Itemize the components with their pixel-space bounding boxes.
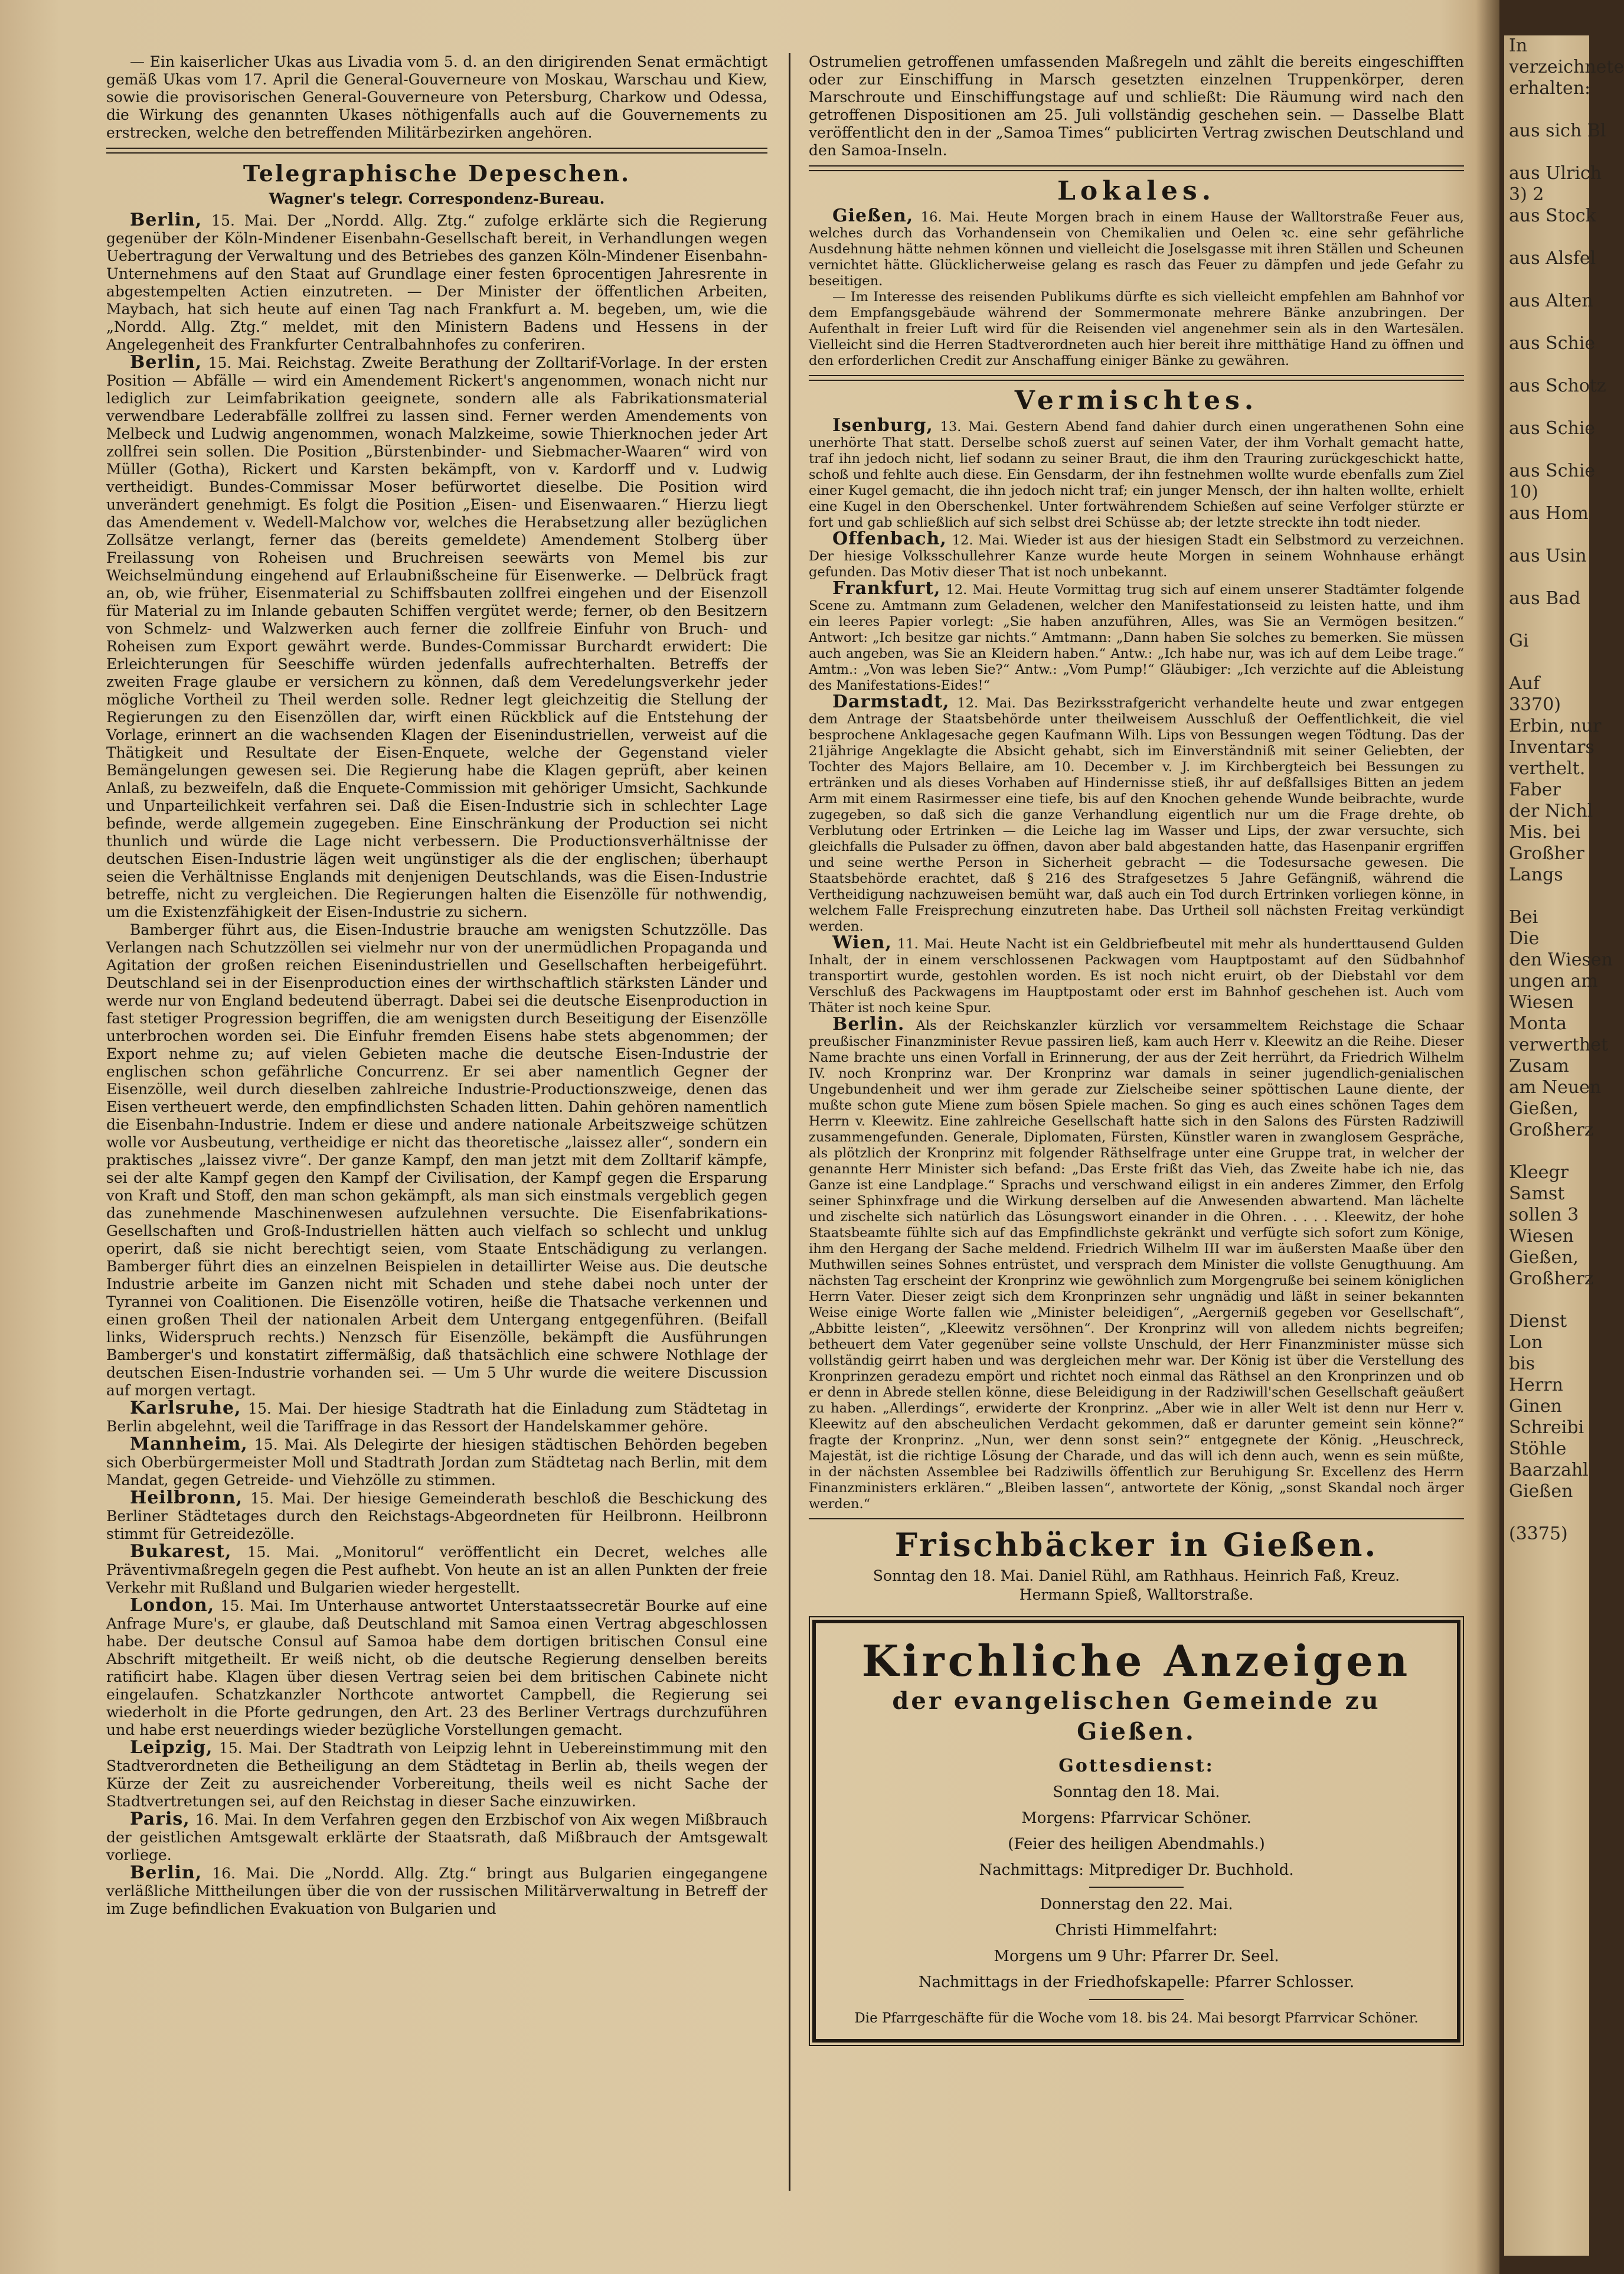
adjacent-page-fragment: Zusam: [1509, 1056, 1569, 1076]
adjacent-page-fragment: Lon: [1509, 1332, 1543, 1353]
adjacent-page-fragment: [1504, 397, 1589, 418]
news-item: [809, 691, 1464, 935]
adjacent-page-fragment: Faber: [1509, 779, 1561, 800]
news-item: [809, 205, 1464, 289]
adjacent-page-fragment: der Nichl: [1509, 801, 1593, 821]
adjacent-page-fragment: [1504, 567, 1589, 588]
section-divider: [809, 1518, 1464, 1519]
adjacent-page-fragment: Auf: [1509, 673, 1540, 694]
adjacent-page-fragment: Gi: [1509, 631, 1529, 651]
adjacent-page-fragment: 10): [1509, 482, 1538, 503]
adjacent-page-fragment: Gießen: [1509, 1481, 1573, 1502]
news-item: [809, 417, 1464, 531]
adjacent-page-fragment: bis: [1509, 1353, 1535, 1374]
adjacent-page-fragment: Samst: [1509, 1183, 1565, 1204]
intro-paragraph: — Ein kaiserlicher Ukas aus Livadia vom 5. d. an den dirigirenden Senat ermächtigt gemäß Ukas vom 17. April die General-Gouverneure von Moskau, Warschau und Kiew, sowie die provisorischen General-Gouverneure von Petersburg, Charkow und Odessa, die Wirkung des genannten Ukases nöthigenfalls auch auf die Gouvernements zu erstrecken, welche den betreffenden Militärbezirken angehören.: [106, 53, 767, 141]
adjacent-page-fragment: Herrn: [1509, 1375, 1563, 1395]
news-item: [809, 1016, 1464, 1512]
dateline-place: London,: [130, 1595, 215, 1616]
adjacent-page-fragment: aus Alsfel: [1509, 248, 1596, 269]
adjacent-page-fragment: [1504, 354, 1589, 376]
adjacent-page-fragment: Wiesen: [1509, 992, 1574, 1013]
dateline-place: Offenbach,: [832, 528, 947, 549]
news-text: 12. Mai. Wieder ist aus der hiesigen Stadt ein Selbstmord zu verzeichnen. Der hiesige Volksschullehrer Kanze wurde heute Morgen in seinem Wohnhause erhängt gefunden. Das Motiv dieser That ist noch unbekannt.: [809, 533, 1464, 580]
service-line: Donnerstag den 22. Mai.: [1040, 1895, 1233, 1913]
page-gutter-shadow: [1476, 0, 1499, 2274]
bakers-line: Sonntag den 18. Mai. Daniel Rühl, am Rathhaus. Heinrich Faß, Kreuz.: [873, 1567, 1400, 1584]
news-text: 12. Mai. Das Bezirksstrafgericht verhandelte heute und zwar entgegen dem Antrage der Staatsbehörde unter theilweisem Ausschluß der Oeffentlichkeit, die viel besprochene Anklagesache gegen Kaufmann Wilh. Lips von Bessungen wegen Tödtung. Das der 21jährige Angeklagte die Absicht gehabt, sich im Einverständniß mit seiner Geliebten, der Tochter des Majors Bellaire, am 10. December v. J. im Kirchbergteich bei Bessungen zu ertränken und als dieses Vorhaben auf Hindernisse stieß, ihr auf deßfallsiges Bitten an jedem Arm mit einem Rasirmesser eine tiefe, bis auf den Knochen gehende Wunde beibrachte, wurde zugegeben, so daß sich die ganze Verhandlung eigentlich nur um die Frage drehte, ob Verblutung oder Ertrinken — die Leiche lag im Wasser und Lips, der zwar versuchte, sich gleichfalls die Pulsader zu öffnen, davon aber bald abgestanden hatte, das Hasenpanir ergriffen und seine werthe Person in Sicherheit gebracht — die Todesursache gewesen. Die Staatsbehörde erachtet, daß § 216 des Strafgesetzes 5 Jahre Gefängniß, während die Vertheidigung nachzuweisen bemüht war, daß auch ein Tod durch Ertrinken vorliegen könne, in welchem Falle Freisprechung einzutreten habe. Das Urtheil soll nächsten Freitag verkündigt werden.: [809, 696, 1464, 934]
news-text: Bamberger führt aus, die Eisen-Industrie brauche am wenigsten Schutzzölle. Das Verlangen nach Schutzzöllen sei vielmehr nur von der unermüdlichen Propaganda und Agitation der großen reichen Eisenindustriellen und Gesellschaften herbeigeführt. Deutschland sei in der Eisenproduction eines der wirthschaftlich stärksten Länder und werde nur von England bedeutend überragt. Dabei sei die deutsche Eisenproduction in fast stetiger Progression begriffen, die am wenigsten durch Beseitigung der Eisenzölle unterbrochen worden sei. Die Einfuhr fremden Eisens habe stets abgenommen; der Export nehme zu; auf vielen Gebieten mache die deutsche Eisen-Industrie der englischen schon gefährliche Concurrenz. Er sei aber namentlich Gegner der Eisenzölle, weil durch dieselben zahlreiche Industrie-Productionszweige, denen das Eisen vertheuert werde, den empfindlichsten Schaden litten. Dahin gehören namentlich die Eisenbahn-Industrie. Indem er diese und andere nationale Arbeitszweige schützen wolle vor Ausbeutung, vertheidige er nicht das theoretische „laissez aller“, sondern ein praktisches „laissez vivre“. Der ganze Kampf, den man jetzt mit dem Zolltarif kämpfe, sei der alte Kampf gegen den Kampf der Civilisation, der Kampf gegen die Ersparung von Kraft und Stoff, den man schon gekämpft, als man sich einstmals vergeblich gegen das zunehmende Maschinenwesen aufzulehnen versuchte. Die Eisenfabrikations-Gesellschaften und Groß-Industriellen hätten auch vielfach so schlecht und unklug operirt, daß sie nicht berechtigt seien, vom Staate Entschädigung zu verlangen. Bamberger führt dies an einzelnen Beispielen in detaillirter Weise aus. Die deutsche Industrie arbeite im Ganzen nicht mit Schaden und stehe dabei noch unter der Tyrannei von Coalitionen. Die Eisenzölle votiren, heiße die Thatsache verkennen und einen großen Theil der nationalen Arbeit dem Untergang entgegenführen. (Beifall links, Widerspruch rechts.) Nenzsch für Eisenzölle, bekämpft die Ausführungen Bamberger's und konstatirt ziffermäßig, daß thatsächlich eine schwere Nothlage der deutschen Eisen-Industrie vorhanden sei. — Um 5 Uhr wurde die weitere Discussion auf morgen vertagt.: [106, 921, 767, 1399]
news-item: [809, 580, 1464, 694]
dateline-place: Wien,: [832, 932, 892, 953]
dateline-place: Berlin.: [832, 1014, 905, 1035]
adjacent-page-fragment: [1504, 1141, 1589, 1162]
news-text: 15. Mai. Der hiesige Stadtrath hat die Einladung zum Städtetag in Berlin abgelehnt, weil die Tariffrage in das Ressort der Handelskammer gehöre.: [106, 1400, 767, 1435]
dateline-place: Mannheim,: [130, 1434, 248, 1454]
news-text: 16. Mai. Heute Morgen brach in einem Hause der Walltorstraße Feuer aus, welches durch das Vorhandensein von Chemikalien und Oelen ꝛc. eine sehr gefährliche Ausdehnung hätte nehmen können und vielleicht die Joselsgasse mit ihren Ställen und Scheunen vernichtet hätte. Glücklicherweise gelang es rasch das Feuer zu dämpfen und jede Gefahr zu beseitigen.: [809, 210, 1464, 289]
adjacent-page-fragment: sollen 3: [1509, 1205, 1579, 1225]
news-text: 15. Mai. Der „Nordd. Allg. Ztg.“ zufolge erklärte sich die Regierung gegenüber der Köln-Mindener Eisenbahn-Gesellschaft bereit, in Verhandlungen wegen Uebertragung der Verwaltung und des Betriebes des ganzen Köln-Mindener Eisenbahn-Unternehmens auf den Staat auf Grundlage einer festen 6procentigen Jahresrente in abgestempelten Actien einzutreten. — Der Minister der öffentlichen Arbeiten, Maybach, hat sich heute auf einen Tag nach Frankfurt a. M. begeben, um, wie die „Nordd. Allg. Ztg.“ meldet, mit den Ministern Badens und Hessens in der Angelegenheit des Frankfurter Centralbahnhofes zu conferiren.: [106, 212, 767, 353]
news-text: 15. Mai. Reichstag. Zweite Berathung der Zolltarif-Vorlage. In der ersten Position — Abfälle — wird ein Amendement Rickert's angenommen, wonach nicht nur lediglich zur Leimfabrikation geeignete, sondern alle als Fabrikationsmaterial verwendbare Lederabfälle zollfrei zu lassen sind. Ferner werden Amendements von Melbeck und Ludwig angenommen, wonach Malzkeime, sowie Thierknochen jeder Art zollfrei sein sollen. Die Position „Bürstenbinder- und Siebmacher-Waaren“ wird von Müller (Gotha), Rickert und Karsten bekämpft, von v. Kardorff und v. Ludwig vertheidigt. Bundes-Commissar Moser befürwortet dieselbe. Die Position wird unverändert genehmigt. Es folgt die Position „Eisen- und Eisenwaaren.“ Hierzu liegt das Amendement v. Wedell-Malchow vor, welches die Herabsetzung aller bezüglichen Zollsätze verlangt, ferner das (bereits gemeldete) Amendement Stolberg über Freilassung von Roheisen und Bruchreisen seewärts von Memel bis zur Weichselmündung eingehend auf Erlaubnißscheine für Eisenwerke. — Delbrück fragt an, ob, wie früher, Eisenmaterial zu Schiffsbauten zollfrei eingehen und der Eisenzoll für Material zu im Inlande gebauten Schiffen vergütet werde; ferner, ob den Besitzern von Schmelz- und Walzwerken auch ferner die zollfreie Einfuhr von Bruch- und Roheisen zum Export gewährt werde. Bundes-Commissar Burchardt erwidert: Die Erleichterungen für Seeschiffe würden jedenfalls aufrechterhalten. Betreffs der zweiten Frage glaube er versichern zu können, daß dem Veredelungsverkehr jeder mögliche Vortheil zu Theil werden solle. Redner legt gleichzeitig die Stellung der Regierungen zu den Eisenzöllen dar, wirft einen Rückblick auf die Entstehung der Vorlage, erinnert an die wachsenden Klagen der Eisenindustriellen, verweist auf die Thätigkeit und Resultate der Eisen-Enquete, welche der Gegenstand vieler Bemängelungen gewesen sei. Die Regierung habe die Klagen geprüft, aber keinen Anlaß, zu bezweifeln, daß die Enquete-Commission mit gehöriger Umsicht, Sachkunde und Unparteilichkeit verfahren sei. Daß die Eisen-Industrie sich in schlechter Lage befinde, werde allgemein zugegeben. Eine Einschränkung der Production sei nicht thunlich und würde die Lage nicht verbessern. Die Productionsverhältnisse der deutschen Eisen-Industrie lägen weit ungünstiger als die der englischen; überhaupt seien die Verhältnisse Englands mit denjenigen Deutschlands, was die Eisen-Industrie betreffe, nicht zu vergleichen. Die Regierungen halten die Eisenzölle für nothwendig, um die Existenzfähigkeit der Eisen-Industrie zu sichern.: [106, 354, 767, 921]
bakers-title: Frischbäcker in Gießen.: [894, 1526, 1378, 1564]
news-text: 15. Mai. Der Stadtrath von Leipzig lehnt in Uebereinstimmung mit den Stadtverordneten die Betheiligung an dem Städtetag in Berlin ab, theils wegen der Kürze der Zeit zu ausreichender Vorbereitung, theils weil es nicht Sache der Stadtvertretungen sei, auf den Reichstag in dieser Sache einzuwirken.: [106, 1740, 767, 1810]
adjacent-page-fragment: Langs: [1509, 864, 1563, 885]
telegraph-items: [106, 211, 767, 1918]
bakers-line: Hermann Spieß, Walltorstraße.: [1019, 1586, 1254, 1603]
adjacent-page-fragment: aus Ulrich: [1509, 163, 1602, 184]
service-title: Gottesdienst:: [1058, 1756, 1214, 1776]
news-item: [106, 211, 767, 354]
column-rule: [789, 53, 790, 2191]
adjacent-page-fragment: [1504, 227, 1589, 248]
news-item: [809, 289, 1464, 369]
adjacent-page-fragment: Wiesen: [1509, 1226, 1574, 1247]
service-line: Morgens: Pfarrvicar Schöner.: [1021, 1809, 1252, 1827]
divider: [1089, 1887, 1184, 1888]
news-item: [106, 1399, 767, 1435]
section-divider: [809, 375, 1464, 381]
service-line: Sonntag den 18. Mai.: [1053, 1783, 1220, 1801]
adjacent-page-fragment: verwerthet: [1509, 1035, 1609, 1055]
dateline-place: Berlin,: [130, 352, 202, 373]
news-item: [106, 1597, 767, 1739]
dateline-place: Heilbronn,: [130, 1487, 243, 1508]
right-intro-paragraph: Ostrumelien getroffenen umfassenden Maßregeln und zählt die bereits eingeschifften oder zur Einschiffung in Marsch gesetzten einzelnen Truppenkörper, deren Marschroute und Einschiffungstage auf und schließt: Die Räumung wird nach den getroffenen Dispositionen am 25. Juli vollständig geschehen sein. — Dasselbe Blatt veröffentlicht den in der „Samoa Times“ publicirten Vertrag zwischen Deutschland und den Samoa-Inseln.: [809, 53, 1464, 159]
news-item: [106, 1864, 767, 1918]
news-text: 15. Mai. Im Unterhause antwortet Unterstaatssecretär Bourke auf eine Anfrage Mure's, er glaube, daß Deutschland mit Samoa einen Vertrag abgeschlossen habe. Der deutsche Consul auf Samoa habe dem dortigen britischen Consul eine Abschrift mitgetheilt. Er weiß nicht, ob die deutsche Regierung denselben bereits ratificirt habe. Klagen über diesen Vertrag seien bei dem britischen Cabinete nicht eingelaufen. Schatzkanzler Northcote antwortet Campbell, die Regierung sei wiederholt in die Pforte gedrungen, den Art. 23 des Berliner Vertrags durchzuführen und habe erst neuerdings wieder bezügliche Vorstellungen gemacht.: [106, 1597, 767, 1738]
adjacent-page-fragment: Großherz: [1509, 1120, 1594, 1140]
adjacent-page-fragment: Bei: [1509, 907, 1538, 928]
news-text: 15. Mai. Als Delegirte der hiesigen städtischen Behörden begeben sich Oberbürgermeister Moll und Stadtrath Jordan zum Städtetag nach Berlin, mit dem Mandat, gegen Getreide- und Viehzölle zu stimmen.: [106, 1436, 767, 1489]
adjacent-page-fragment: [1504, 439, 1589, 461]
adjacent-page-fragment: Dienst: [1509, 1311, 1567, 1332]
adjacent-page-fragment: [1504, 524, 1589, 546]
service-line: Christi Himmelfahrt:: [1055, 1921, 1218, 1939]
dateline-place: Karlsruhe,: [130, 1398, 241, 1418]
adjacent-page-fragment: den Wiesen: [1509, 950, 1613, 970]
dateline-place: Leipzig,: [130, 1737, 213, 1758]
right-column: [809, 53, 1464, 2203]
church-subtitle: der evangelischen Gemeinde zu Gießen.: [892, 1687, 1381, 1746]
news-text: — Im Interesse des reisenden Publikums dürfte es sich vielleicht empfehlen am Bahnhof vor dem Empfangsgebäude während der Sommermonate mehrere Bänke anzubringen. Der Aufenthalt in freier Luft wird für die Reisenden viel angenehmer sein als in den Wartesälen. Vielleicht sind die Herren Stadtverordneten auch hier bereit ihre mitthätige Hand zu öffnen und den erforderlichen Credit zur Anschaffung einiger Bänke zu gewähren.: [809, 289, 1464, 368]
adjacent-page-fragment: Gießen,: [1509, 1098, 1579, 1119]
service-line: Nachmittags in der Friedhofskapelle: Pfarrer Schlosser.: [918, 1973, 1355, 1991]
adjacent-page-fragment: aus Usin: [1509, 546, 1587, 566]
adjacent-page-fragment: am Neuen: [1509, 1077, 1602, 1098]
lokales-header: Lokales.: [1057, 176, 1216, 206]
telegraph-header: Telegraphische Depeschen.: [243, 160, 631, 187]
news-item: [106, 1489, 767, 1543]
adjacent-page-fragment: (3375): [1509, 1523, 1568, 1544]
news-text: 15. Mai. „Monitorul“ veröffentlicht ein Decret, welches alle Präventivmaßregeln gegen die Pest aufhebt. Von heute an ist an allen Punkten der freie Verkehr mit Rußland und Bulgarien wieder hergestellt.: [106, 1544, 767, 1596]
adjacent-page-fragment: [1504, 99, 1589, 120]
section-divider: [809, 165, 1464, 171]
dateline-place: Bukarest,: [130, 1541, 232, 1562]
news-item: [106, 1543, 767, 1597]
news-text: Als der Reichskanzler kürzlich vor versammeltem Reichstage die Schaar preußischer Finanzminister Revue passiren ließ, kam auch Herr v. Kleewitz an die Reihe. Dieser Name brachte uns einen Vorfall in Erinnerung, der aus der Zeit herrührt, da Friedrich Wilhelm IV. noch Kronprinz war. Der Kronprinz war damals in seiner jugendlich-genialischen Ungebundenheit und wer ihm gerade zur Zielscheibe seiner spöttischen Laune diente, der mußte schon gute Miene zum bösen Spiele machen. So ging es auch eines schönen Tages dem Herrn v. Kleewitz. Eine zahlreiche Gesellschaft hatte sich in den Salons des Fürsten Radziwill zusammengefunden. Generale, Diplomaten, Fürsten, Künstler waren in zwanglosem Gespräche, als plötzlich der Kronprinz mit folgender Räthselfrage unter eine Gruppe trat, in welcher der genannte Herr Minister sich befand: „Das Erste frißt das Vieh, das Zweite habe ich nie, das Ganze ist eine Landplage.“ Sprachs und verschwand eiligst in ein anderes Zimmer, den Erfolg seiner Sphinxfrage und die Wirkung derselben auf die Anwesenden abwartend. Man lächelte und zischelte sich natürlich das Lösungswort einander in die Ohren. . . . . Kleewitz, der hohe Staatsbeamte fühlte sich auf das Empfindlichste gekränkt und verfügte sich sofort zum Könige, ihm den Hergang der Sache meldend. Friedrich Wilhelm III war im äußersten Maaße über den Muthwillen seines Sohnes entrüstet, und versprach dem Minister die vollste Genugthuung. Am nächsten Tag erscheint der Kronprinz wie gewöhnlich zum Morgengruße bei seinem königlichen Herrn Vater. Dieser zeigt sich dem Kronprinzen sehr ungnädig und läßt in seiner bekannten Weise einige Worte fallen wie „Minister beleidigen“, „Aergerniß gegeben vor Gesellschaft“, „Abbitte leisten“, „Kleewitz versöhnen“. Der Kronprinz will von alledem nichts begreifen; betheuert dem Vater gegenüber seine vollste Unschuld, der Herr Finanzminister müsse sich vollständig geirrt haben und was dergleichen mehr war. Der König ist über die Verstellung des Kronprinzen geradezu empört und richtet noch einmal das Räthsel an den Kronprinzen und ob er denn in Abrede stellen könne, diese Beleidigung in der Radziwill'schen Gesellschaft geäußert zu haben. „Allerdings“, erwiderte der Kronprinz. „Aber wie in aller Welt ist denn nur Herr v. Kleewitz auf den abscheulichen Verdacht gekommen, daß er darunter gemeint sein könne?“ fragte der Kronprinz. „Nun, wer denn sonst sein?“ entgegnete der König. „Heuschreck, Majestät, ist die richtige Lösung der Charade, und das will ich denn auch, wenn es sein müßte, in der nächsten Assemblee bei Radziwills öffentlich zur Beruhigung Sr. Excellenz des Herrn Finanzministers erklären.“ „Bleiben lassen“, antwortete der König, „sonst Skandal noch ärger werden.“: [809, 1018, 1464, 1512]
adjacent-page-fragment: aus Schie: [1509, 418, 1596, 439]
adjacent-page-fragment: 3370): [1509, 694, 1561, 715]
adjacent-page-fragment: [1504, 312, 1589, 333]
adjacent-page-fragment: [1504, 1502, 1589, 1523]
adjacent-page-fragment: ungen am: [1509, 971, 1598, 991]
service-line: Nachmittags: Mitprediger Dr. Buchhold.: [979, 1861, 1294, 1879]
adjacent-page-fragment: aus Schie: [1509, 461, 1596, 481]
church-notice-box: [812, 1620, 1460, 2043]
adjacent-page-fragment: aus Schotz: [1509, 376, 1606, 396]
dateline-place: Berlin,: [130, 210, 202, 230]
lokales-items: [809, 205, 1464, 369]
news-text: 13. Mai. Gestern Abend fand dahier durch einen ungerathenen Sohn eine unerhörte That statt. Derselbe schoß zuerst auf seinen Vater, der ihm Vorhalt gemacht hatte, traf ihn jedoch nicht, lief sodann zu seiner Braut, die ihm den Trauring zurückgeschickt hatte, schoß und fehlte auch diese. Ein Gensdarm, der ihn festnehmen wollte wurde ebenfalls zum Ziel einer Kugel gemacht, die ihn jedoch nicht traf; ein junger Mensch, der ihn halten wollte, erhielt eine Kugel in den Oberschenkel. Unter fortwährendem Schießen auf seine Verfolger stürzte er fort und gab schließlich auf sich selbst drei Schüsse ab; der letzte streckte ihn todt nieder.: [809, 419, 1464, 530]
news-item: [809, 932, 1464, 1016]
adjacent-page-fragment: In: [1509, 35, 1528, 56]
dateline-place: Darmstadt,: [832, 691, 950, 712]
news-item: [106, 1739, 767, 1810]
adjacent-page-fragment: Ginen: [1509, 1396, 1562, 1417]
dateline-place: Paris,: [130, 1809, 190, 1829]
news-text: 12. Mai. Heute Vormittag trug sich auf einem unserer Stadtämter folgende Scene zu. Amtmann zum Geladenen, welcher den Manifestationseid zu leisten hatte, und ihm ein leeres Papier vorlegt: „Sie haben anzuführen, Alles, was Sie an Vermögen besitzen.“ Antwort: „Ich besitze gar nichts.“ Amtmann: „Dann haben Sie solches zu bemerken. Sie müssen auch angeben, was Sie an Kleidern haben.“ Antw.: „Ich habe nur, was ich auf dem Leibe trage.“ Amtm.: „Von was leben Sie?“ Antw.: „Vom Pump!“ Gläubiger: „Ich verzichte auf die Ableistung des Manifestations-Eides!“: [809, 582, 1464, 693]
adjacent-page-strip: [1504, 35, 1624, 2256]
adjacent-page-fragment: Erbin, nur: [1509, 716, 1602, 736]
adjacent-page-fragment: aus Stock: [1509, 205, 1596, 226]
adjacent-page-fragment: verzeichnete: [1509, 57, 1624, 77]
adjacent-page-fragment: [1504, 886, 1589, 907]
news-text: 16. Mai. In dem Verfahren gegen den Erzbischof von Aix wegen Mißbrauch der geistlichen Amtsgewalt erklärte der Staatsrath, daß Mißbrauch der Amtsgewalt vorliege.: [106, 1811, 767, 1864]
divider: [1089, 1999, 1184, 2000]
service-line: Morgens um 9 Uhr: Pfarrer Dr. Seel.: [994, 1947, 1279, 1965]
adjacent-page-fragment: Kleegr: [1509, 1162, 1569, 1183]
adjacent-page-fragment: Schreibi: [1509, 1417, 1584, 1438]
service-note: Die Pfarrgeschäfte für die Woche vom 18. bis 24. Mai besorgt Pfarrvicar Schöner.: [854, 2011, 1419, 2026]
adjacent-page-fragment: [1504, 142, 1589, 163]
adjacent-page-fragment: aus Schie: [1509, 333, 1596, 354]
adjacent-page-fragment: Stöhle: [1509, 1438, 1567, 1459]
adjacent-page-fragment: Die: [1509, 928, 1540, 949]
dateline-place: Frankfurt,: [832, 578, 941, 599]
news-item: [106, 1435, 767, 1489]
news-item: [809, 528, 1464, 580]
telegraph-subheader: Wagner's telegr. Correspondenz-Bureau.: [269, 190, 605, 207]
adjacent-page-fragment: [1504, 269, 1589, 291]
adjacent-page-fragment: verthelt.: [1509, 758, 1586, 779]
adjacent-page-fragment: [1504, 652, 1589, 673]
adjacent-page-fragment: aus Alten: [1509, 291, 1593, 311]
left-column: [106, 53, 767, 2203]
news-item: [106, 921, 767, 1399]
adjacent-page-fragment: Großherz: [1509, 1268, 1594, 1289]
vermischtes-items: [809, 417, 1464, 1512]
news-item: [106, 1810, 767, 1864]
dateline-place: Berlin,: [130, 1862, 202, 1883]
adjacent-page-fragment: [1504, 609, 1589, 631]
news-text: 16. Mai. Die „Nordd. Allg. Ztg.“ bringt aus Bulgarien eingegangene verläßliche Mittheilungen über die von der russischen Militärverwaltung in Betreff der im Zuge befindlichen Evakuation von Bulgarien und: [106, 1865, 767, 1917]
adjacent-page-fragment: erhalten:: [1509, 78, 1591, 99]
news-text: 15. Mai. Der hiesige Gemeinderath beschloß die Beschickung des Berliner Städtetages durch den Reichstags-Abgeordneten für Heilbronn. Heilbronn stimmt für Getreidezölle.: [106, 1490, 767, 1542]
news-text: 11. Mai. Heute Nacht ist ein Geldbriefbeutel mit mehr als hunderttausend Gulden Inhalt, der in einem verschlossenen Packwagen vom Hauptpostamt auf den Südbahnhof transportirt wurde, gestohlen worden. Es ist noch nicht eruirt, ob der Diebstahl vor dem Verschluß des Packwagens im Hauptpostamt oder erst im Bahnhof geschehen ist. Auch vom Thäter ist noch keine Spur.: [809, 937, 1464, 1016]
adjacent-page-fragment: aus sich Bl: [1509, 120, 1606, 141]
adjacent-page-fragment: Gießen,: [1509, 1247, 1579, 1268]
news-item: [106, 354, 767, 921]
church-title: Kirchliche Anzeigen: [861, 1636, 1411, 1686]
vermischtes-header: Vermischtes.: [1014, 386, 1259, 416]
adjacent-page-fragment: Monta: [1509, 1013, 1567, 1034]
adjacent-page-fragment: [1504, 1290, 1589, 1311]
adjacent-page-fragment: Baarzahl: [1509, 1460, 1589, 1480]
adjacent-page-fragment: Großher: [1509, 843, 1584, 864]
adjacent-page-fragment: Inventars: [1509, 737, 1594, 758]
adjacent-page-fragment: Mis. bei: [1509, 822, 1581, 843]
dateline-place: Gießen,: [832, 205, 914, 226]
dateline-place: Isenburg,: [832, 415, 933, 436]
section-divider: [106, 148, 767, 154]
adjacent-page-fragment: aus Hom: [1509, 503, 1589, 524]
adjacent-page-fragment: aus Bad: [1509, 588, 1581, 609]
adjacent-page-fragment: 3) 2: [1509, 184, 1544, 205]
service-line: (Feier des heiligen Abendmahls.): [1008, 1835, 1265, 1853]
